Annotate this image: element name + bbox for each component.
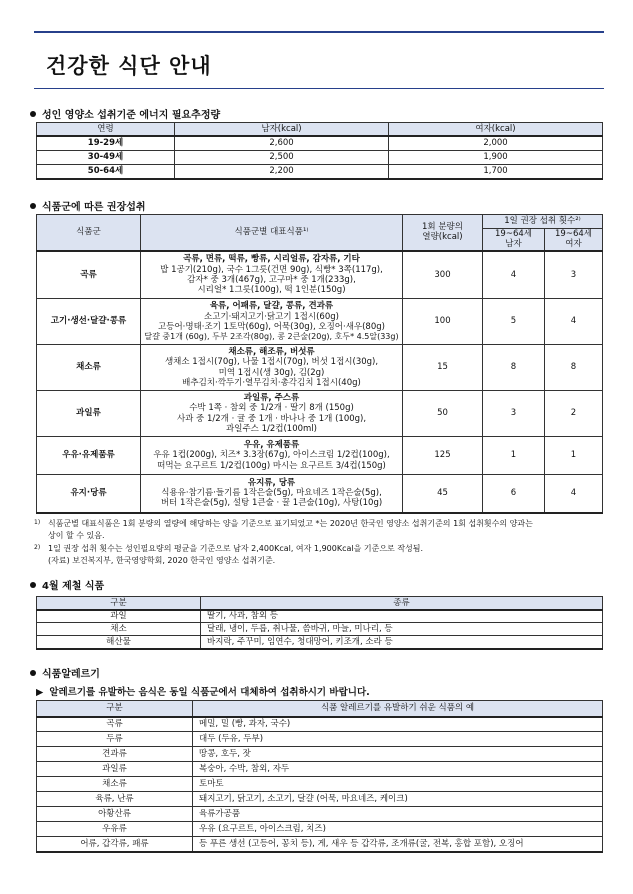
- table-row: 채소 달래, 냉이, 두릅, 취나물, 씀바귀, 마늘, 미나리, 등: [37, 623, 603, 636]
- table-row: 유지·당류 유지류, 당류 식용유·참기름·들기름 1작은술(5g), 마요네즈 1작은술(5g), 버터 1작은술(5g), 설탕 1큰술 · 꿀 1큰술(10g), 사탕(10g) 45 6 4: [37, 475, 603, 513]
- header-male: 19~64세 남자: [483, 229, 545, 251]
- allergy-header-category: 구분: [37, 701, 193, 717]
- title-rule: [34, 88, 604, 89]
- table-row: 50-64세 2,200 1,700: [37, 165, 603, 179]
- seasonal-section-heading: 4월 제철 식품: [30, 577, 104, 592]
- seasonal-header-kind: 종류: [201, 597, 603, 610]
- table-row: 채소류 채소류, 해조류, 버섯류 생채소 1접시(70g), 나물 1접시(70g), 버섯 1접시(30g), 미역 1접시(생 30g), 김(2g) 배추김치·깍두기·열무김치·총각김치 1접시(40g) 15 8 8: [37, 345, 603, 391]
- table-row: 곡류 메밀, 밀 (빵, 과자, 국수): [37, 717, 603, 732]
- allergy-table: [36, 700, 603, 853]
- table-row: 아황산류 육류가공품: [37, 807, 603, 822]
- header-group: 식품군: [37, 215, 141, 251]
- header-daily-count: 1일 권장 섭취 횟수²⁾: [483, 215, 603, 229]
- footnotes: [34, 518, 600, 568]
- seasonal-table: [36, 596, 603, 650]
- energy-header-female: 여자(kcal): [389, 123, 603, 136]
- footnote: 1) 식품군별 대표식품은 1회 분량의 열량에 해당하는 양을 기준으로 표기되었고 *는 2020년 한국인 영양소 섭취기준의 1회 섭취횟수의 양과는 상이 할 수 있음.: [34, 519, 533, 541]
- table-row: 과일 딸기, 사과, 참외 등: [37, 610, 603, 623]
- page-title: 건강한 식단 안내: [46, 54, 212, 78]
- food-group-header-row: [37, 215, 603, 229]
- header-representative: 식품군별 대표식품¹⁾: [141, 215, 403, 251]
- table-row: 과일류 과일류, 주스류 수박 1쪽 · 참외 중 1/2개 · 딸기 8개 (150g) 사과 중 1/2개 · 귤 중 1개 · 바나나 중 1개 (100g), 과일주스 1/2컵(100ml) 50 3 2: [37, 391, 603, 437]
- seasonal-header-category: 구분: [37, 597, 201, 610]
- table-row: 채소류 토마토: [37, 777, 603, 792]
- table-row: 과일류 복숭아, 수박, 참외, 자두: [37, 762, 603, 777]
- allergy-header-examples: 식품 알레르기를 유발하기 쉬운 식품의 예: [193, 701, 603, 717]
- bullet-icon: [30, 203, 36, 209]
- table-row: 곡류 곡류, 면류, 떡류, 빵류, 시리얼류, 감자류, 기타 밥 1공기(210g), 국수 1그릇(건면 90g), 식빵* 3쪽(117g), 감자* 중 3개(467g), 고구마* 중 1개(233g), 시리얼* 1그릇(100g), 떡 1인분(150g) 300 4 3: [37, 251, 603, 299]
- table-row: 우유·유제품류 우유, 유제품류 우유 1컵(200g), 치즈* 3.3장(67g), 아이스크림 1/2컵(100g), 떠먹는 요구르트 1/2컵(100g) 마시는 요구르트 3/4컵(150g) 125 1 1: [37, 437, 603, 475]
- energy-header-age: 연령: [37, 123, 175, 136]
- energy-table: [36, 122, 603, 180]
- table-row: 고기·생선·달걀·콩류 육류, 어패류, 달걀, 콩류, 견과류 소고기·돼지고기·닭고기 1접시(60g) 고등어·명태·조기 1토막(60g), 어묵(30g), 오징어·새우(80g) 달걀 중1개 (60g), 두부 2조각(80g), 콩 2큰술(20g), 호두* 4.5알(33g) 100 5 4: [37, 299, 603, 345]
- food-group-section-heading: 식품군에 따른 권장섭취: [30, 198, 146, 213]
- table-row: 해산물 바지락, 주꾸미, 임연수, 청대망어, 키조개, 소라 등: [37, 636, 603, 649]
- table-row: 30-49세 2,500 1,900: [37, 151, 603, 165]
- header-female: 19~64세 여자: [545, 229, 603, 251]
- table-row: 어류, 갑각류, 패류 등 푸른 생선 (고등어, 꽁치 등), 게, 새우 등 갑각류, 조개류(굴, 전복, 홍합 포함), 오징어: [37, 837, 603, 852]
- energy-section-heading: 성인 영양소 섭취기준 에너지 필요추정량: [30, 106, 220, 121]
- bullet-icon: [30, 670, 36, 676]
- allergy-section-heading: 식품알레르기: [30, 665, 100, 680]
- header-energy: 1회 분량의 열량(kcal): [403, 215, 483, 251]
- bullet-icon: [30, 582, 36, 588]
- table-row: 견과류 땅콩, 호두, 잣: [37, 747, 603, 762]
- energy-header-male: 남자(kcal): [175, 123, 389, 136]
- seasonal-header-row: [37, 597, 603, 610]
- top-rule: [34, 31, 604, 33]
- footnote-source: (자료) 보건복지부, 한국영양학회, 2020 한국인 영양소 섭취기준.: [48, 556, 276, 566]
- triangle-right-icon: ▶: [36, 687, 44, 698]
- table-row: 우유류 우유 (요구르트, 아이스크림, 치즈): [37, 822, 603, 837]
- allergy-header-row: [37, 701, 603, 717]
- footnote: 2) 1일 권장 섭취 횟수는 성인필요량의 평균을 기준으로 남자 2,400Kcal, 여자 1,900Kcal을 기준으로 작성됨.: [34, 543, 424, 553]
- allergy-subheading: ▶ 알레르기를 유발하는 음식은 동일 식품군에서 대체하여 섭취하시기 바랍니다.: [36, 687, 370, 698]
- table-row: 두류 대두 (두유, 두부): [37, 732, 603, 747]
- table-row: 육류, 난류 돼지고기, 닭고기, 소고기, 달걀 (어묵, 마요네즈, 케이크): [37, 792, 603, 807]
- food-group-table: [36, 214, 603, 514]
- bullet-icon: [30, 111, 36, 117]
- table-row: 19-29세 2,600 2,000: [37, 136, 603, 151]
- energy-header-row: [37, 123, 603, 136]
